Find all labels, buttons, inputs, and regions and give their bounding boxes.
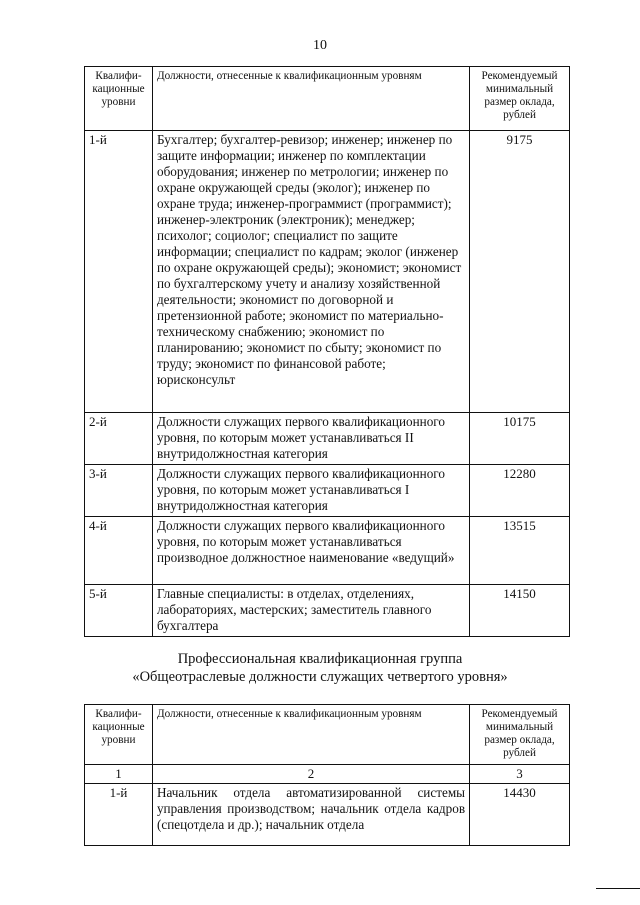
positions-cell: Должности служащих первого квалификационного уровня, по которым может устанавливаться производное должностное наименование «ведущий»: [152, 517, 469, 585]
column-number: 2: [152, 765, 469, 784]
header-salary: Рекомендуемый минимальный размер оклада, рублей: [470, 67, 570, 131]
positions-cell: Начальник отдела автоматизированной системы управления производством; начальник отдела кадров (спецотдела и др.); начальник отдела: [152, 784, 469, 846]
group-heading: [0, 650, 640, 686]
qualification-table-2: [84, 704, 570, 846]
salary-cell: 9175: [470, 131, 570, 413]
positions-cell: Главные специалисты: в отделах, отделениях, лабораториях, мастерских; заместитель главного бухгалтера: [152, 585, 469, 637]
table-header-row: [85, 705, 570, 765]
table-row: [85, 784, 570, 846]
table-row: [85, 413, 570, 465]
table-row: [85, 517, 570, 585]
level-cell: 5-й: [85, 585, 153, 637]
header-positions: Должности, отнесенные к квалификационным уровням: [152, 705, 469, 765]
header-level: Квалифи- кационные уровни: [85, 705, 153, 765]
qualification-table-1: [84, 66, 570, 637]
table-row: [85, 585, 570, 637]
level-cell: 4-й: [85, 517, 153, 585]
salary-cell: 10175: [470, 413, 570, 465]
positions-cell: Бухгалтер; бухгалтер-ревизор; инженер; инженер по защите информации; инженер по комплектации оборудования; инженер по метрологии; инженер по охране окружающей среды (эколог); инженер по охране труда; инженер-программист (программист); инженер-электроник (электроник); менеджер; психолог; социолог; специалист по защите информации; специалист по кадрам; эколог (инженер по охране окружающей среды); экономист; экономист по бухгалтерскому учету и анализу хозяйственной деятельности; экономист по договорной и претензионной работе; экономист по материально-техническому снабжению; экономист по планированию; экономист по сбыту; экономист по труду; экономист по финансовой работе; юрисконсульт: [152, 131, 469, 413]
header-salary: Рекомендуемый минимальный размер оклада, рублей: [470, 705, 570, 765]
salary-cell: 14430: [470, 784, 570, 846]
positions-cell: Должности служащих первого квалификационного уровня, по которым может устанавливаться II внутридолжностная категория: [152, 413, 469, 465]
positions-cell: Должности служащих первого квалификационного уровня, по которым может устанавливаться I внутридолжностная категория: [152, 465, 469, 517]
column-number-row: [85, 765, 570, 784]
header-level: Квалифи- кационные уровни: [85, 67, 153, 131]
column-number: 3: [470, 765, 570, 784]
header-positions: Должности, отнесенные к квалификационным уровням: [152, 67, 469, 131]
table-row: [85, 131, 570, 413]
group-heading-line2: «Общеотраслевые должности служащих четвертого уровня»: [132, 669, 508, 685]
table-row: [85, 465, 570, 517]
salary-cell: 12280: [470, 465, 570, 517]
level-cell: 2-й: [85, 413, 153, 465]
level-cell: 1-й: [85, 131, 153, 413]
column-number: 1: [85, 765, 153, 784]
group-heading-line1: Профессиональная квалификационная группа: [177, 651, 463, 667]
salary-cell: 13515: [470, 517, 570, 585]
footer-rule: [596, 888, 640, 889]
salary-cell: 14150: [470, 585, 570, 637]
level-cell: 1-й: [85, 784, 153, 846]
page-number: 10: [313, 38, 327, 53]
level-cell: 3-й: [85, 465, 153, 517]
table-header-row: [85, 67, 570, 131]
